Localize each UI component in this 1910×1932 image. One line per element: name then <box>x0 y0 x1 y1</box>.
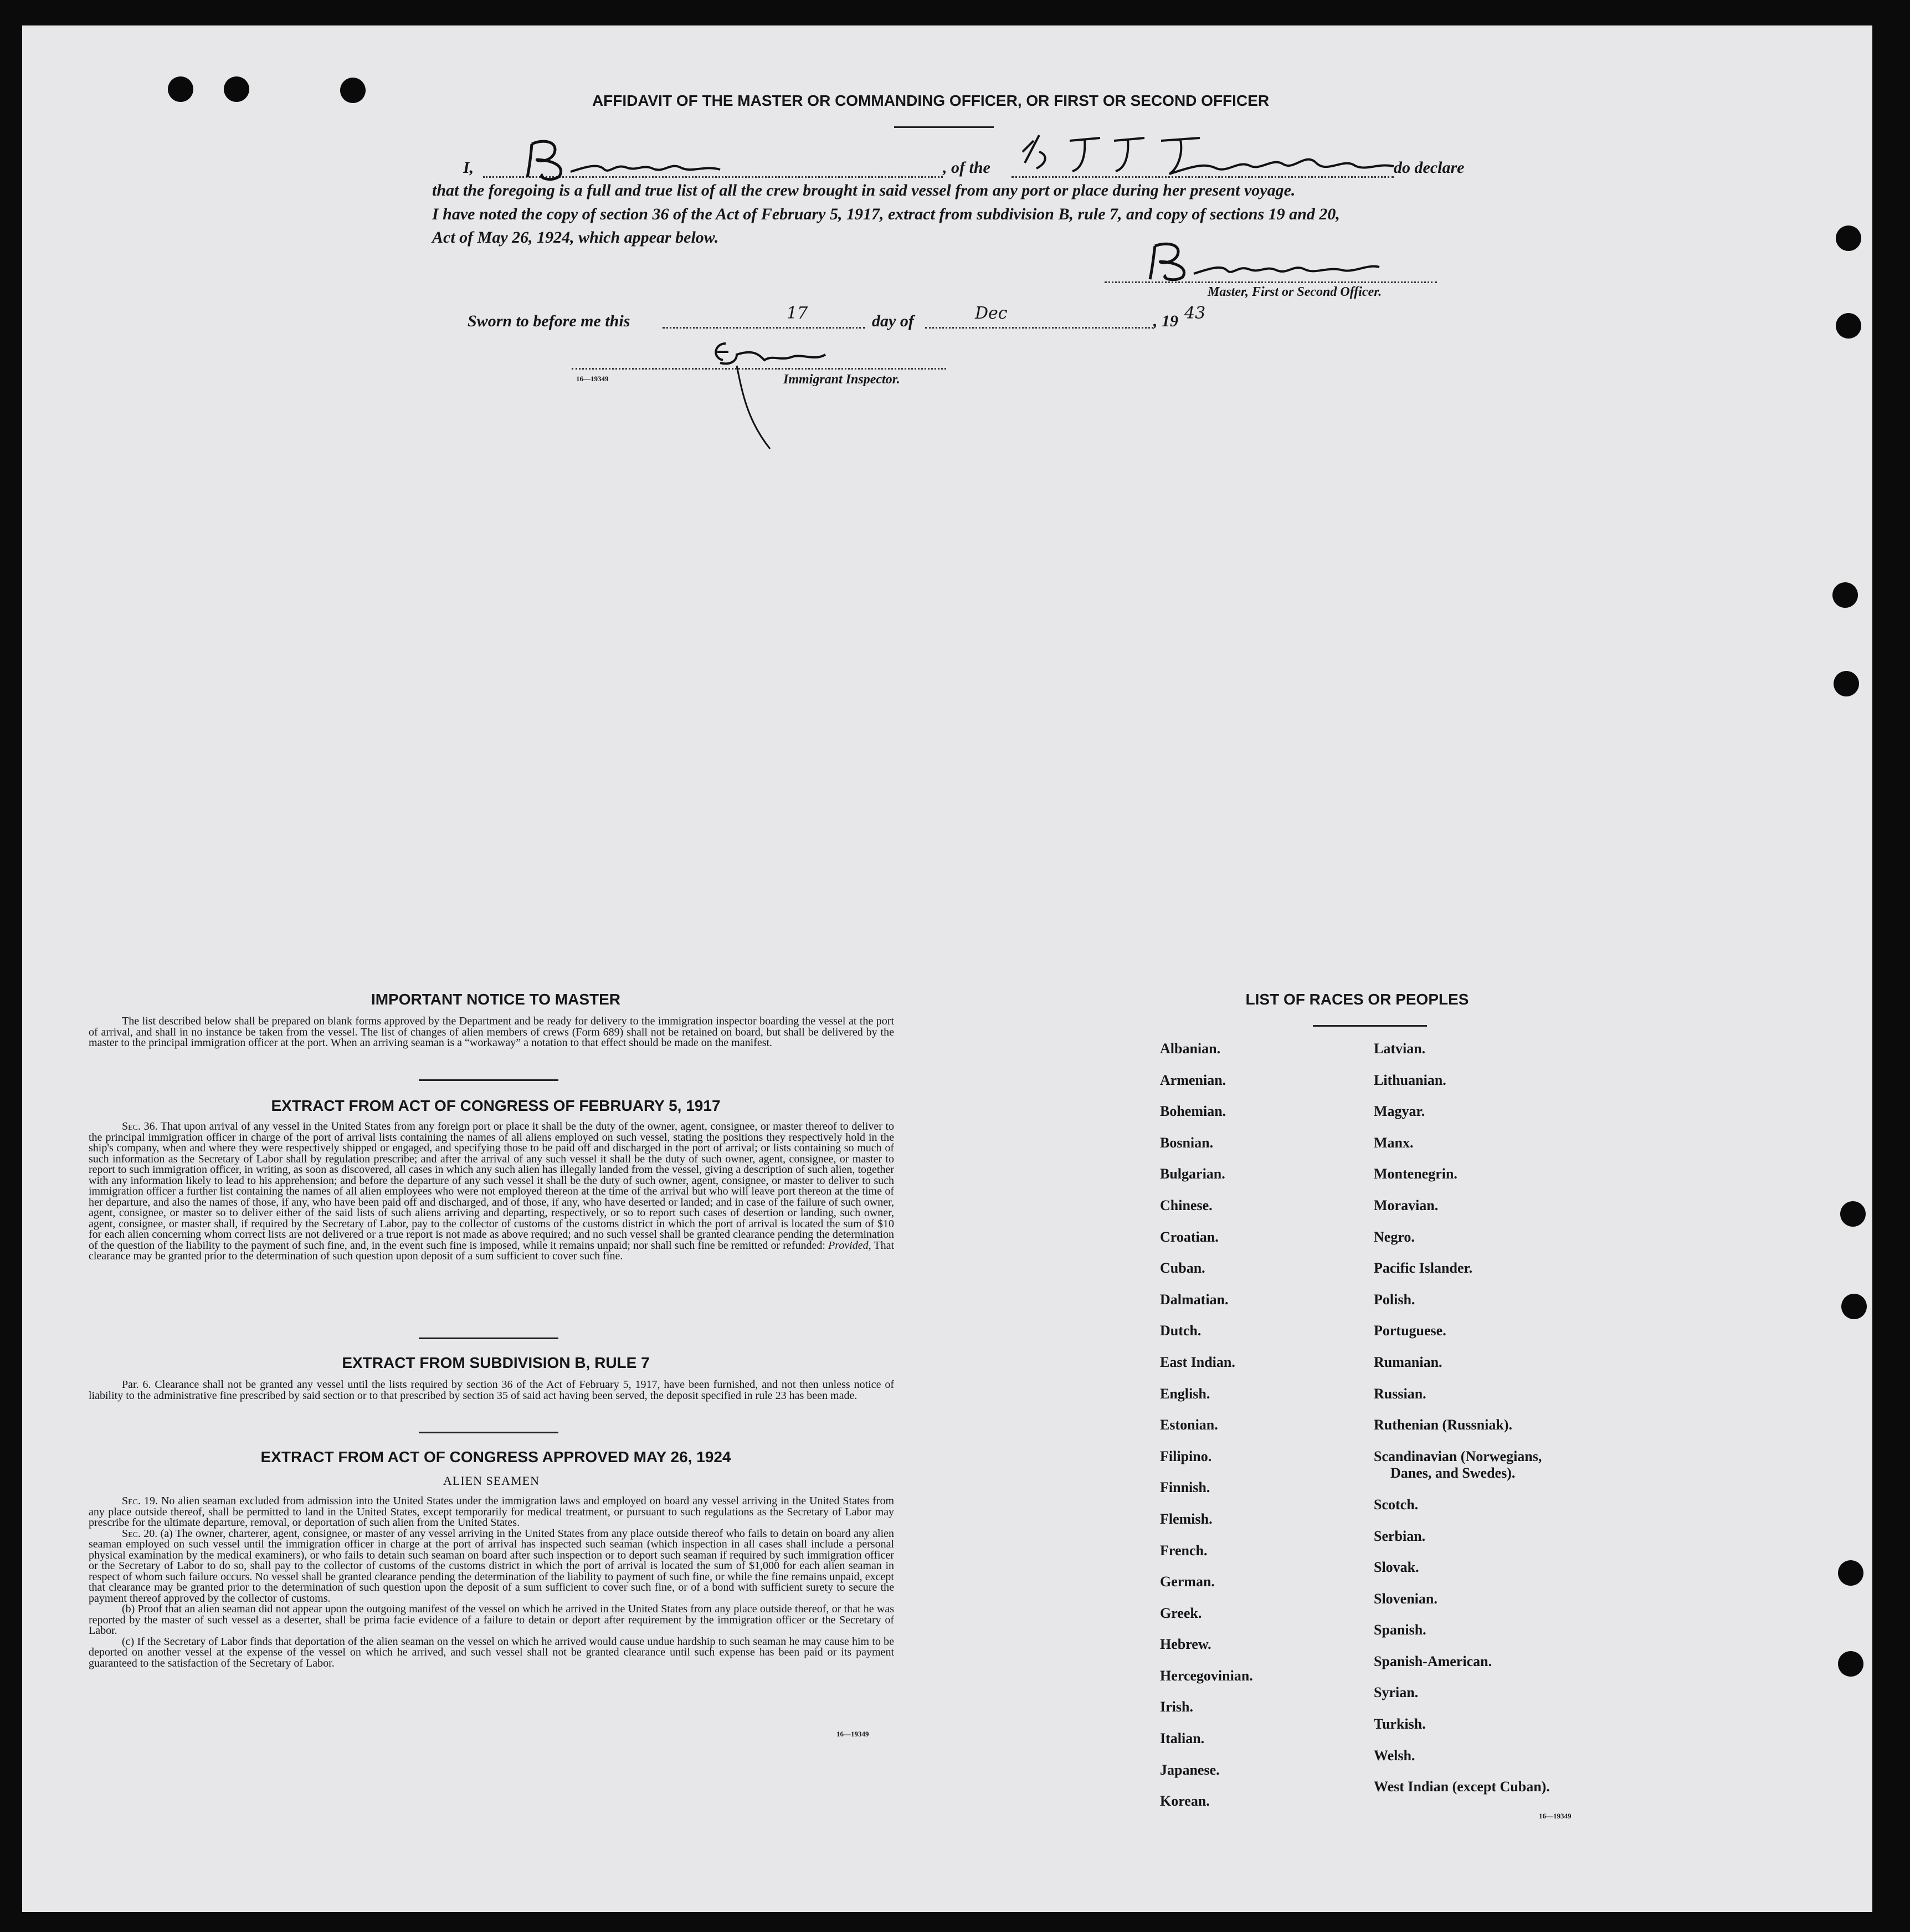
month-line <box>925 327 1153 329</box>
race-item: Spanish-American. <box>1374 1653 1492 1669</box>
race-item: Welsh. <box>1374 1747 1415 1764</box>
sec-19-label: Sec. 19. <box>122 1495 158 1507</box>
races-right-column <box>1374 1041 1550 1810</box>
inspector-signature-image <box>704 332 836 454</box>
race-item: Estonian. <box>1160 1417 1218 1433</box>
provided-word: Provided, <box>828 1239 871 1252</box>
section-rule <box>419 1337 558 1339</box>
extract-1917-text <box>89 1121 894 1262</box>
sworn-label: Sworn to before me this <box>468 312 630 330</box>
title-rule <box>894 126 994 128</box>
month-value: Dec <box>975 304 1008 323</box>
races-left-column <box>1160 1041 1253 1825</box>
race-item: Ruthenian (Russniak). <box>1374 1417 1512 1433</box>
race-item: Bohemian. <box>1160 1103 1226 1120</box>
race-item: Turkish. <box>1374 1716 1426 1733</box>
race-item: English. <box>1160 1385 1210 1402</box>
race-item: Hercegovinian. <box>1160 1667 1253 1684</box>
punch-hole <box>1841 1294 1867 1319</box>
race-item: Finnish. <box>1160 1479 1210 1496</box>
master-signature-image-2 <box>1141 239 1385 284</box>
sec-20c-text: (c) If the Secretary of Labor finds that deportation of the alien seaman on the vessel on which he arrived would cause undue hardship to such seaman he may cause him to be deported on another vessel at the expense of the vessel on which he arrived, and such vessel shall not be granted clearance until such expense has been paid or its payment guaranteed to the satisfaction of the Secretary of Labor. <box>89 1635 894 1669</box>
race-item: Manx. <box>1374 1134 1414 1151</box>
sec-20b-text: (b) Proof that an alien seaman did not appear upon the outgoing manifest of the vessel on which he arrived in the United States from any place outside thereof, or that he was reported by the master of such vessel as a deserter, shall be prima facie evidence of a failure to detain or deport after requirement by the immigration officer or the Secretary of Labor. <box>89 1603 894 1637</box>
races-title-rule <box>1313 1025 1427 1027</box>
notice-paragraph: The list described below shall be prepared on blank forms approved by the Department and be ready for delivery to the immigration inspector boarding the vessel at the port of arrival, and shall in no instance be taken from the vessel. The list of changes of alien members of crews (Form 689) shall not be retained on board, but shall be delivered by the master to the principal immigration officer at the port. When an arriving seaman is a “workaway” a notation to that effect should be made on the manifest. <box>89 1015 894 1049</box>
sec-36-text: That upon arrival of any vessel in the United States from any foreign port or place it shall be the duty of the owner, agent, consignee, or master thereof to deliver to the principal immigration officer in charge of the port of arrival lists containing the names of all aliens employed on such vessel, stating the positions they respectively hold in the ship's company, when and where they were respectively shipped or engaged, and specifying those to be paid off and discharged in the port of arrival; or lists containing so much of such information as the Secretary of Labor shall by regulation prescribe; and after the arrival of any such vessel it shall be the duty of such owner, agent, consignee, or master to report to such immigration officer, in writing, as soon as discovered, all cases in which any such alien has illegally landed from the vessel, giving a description of such alien, together with any information likely to lead to his apprehension; and before the departure of any such vessel it shall be the duty of such owner, agent, consignee, or master to deliver to such immigration officer a further list containing the names of all alien employees who were not employed thereon at the time of the arrival but who will leave port thereon at the time of her departure, and also the names of those, if any, who have been paid off and discharged, and of those, if any, who have deserted or landed; and in case of the failure of such owner, agent, consignee, or master so to deliver either of the said lists of such aliens arriving and departing, respectively, or so to report such cases of desertion or landing, such owner, agent, consignee, or master shall, if required by the Secretary of Labor, pay to the collector of customs of the customs district in which the port of arrival is located the sum of $10 for each alien concerning whom correct lists are not delivered or a true report is not made as above required; and no such vessel shall be granted clearance pending the determination of the question of the liability to the payment of such fine, and, in the event such fine is imposed, while it remains unpaid; nor shall such fine be remitted or refunded: <box>89 1120 895 1252</box>
punch-hole <box>1838 1560 1863 1586</box>
signature-caption: Master, First or Second Officer. <box>1208 285 1382 299</box>
master-signature-image <box>521 133 731 183</box>
subdivision-b-title: EXTRACT FROM SUBDIVISION B, RULE 7 <box>342 1354 650 1371</box>
race-item: Chinese. <box>1160 1197 1213 1213</box>
sec-20-label: Sec. 20. <box>122 1527 158 1540</box>
vessel-handwriting-image <box>1017 130 1399 180</box>
punch-hole <box>1840 1201 1866 1227</box>
punch-hole <box>1838 1651 1863 1677</box>
race-item: Latvian. <box>1374 1041 1426 1057</box>
race-item: Dutch. <box>1160 1323 1202 1339</box>
year-prefix: , 19 <box>1153 312 1178 330</box>
race-item: Moravian. <box>1374 1197 1439 1213</box>
race-item: Armenian. <box>1160 1072 1226 1088</box>
notice-title: IMPORTANT NOTICE TO MASTER <box>371 991 621 1008</box>
extract-1924-title: EXTRACT FROM ACT OF CONGRESS APPROVED MAY 26, 1924 <box>260 1448 731 1465</box>
race-item: Flemish. <box>1160 1510 1213 1527</box>
year-value: 43 <box>1184 304 1206 323</box>
race-item: Croatian. <box>1160 1228 1219 1245</box>
inspector-line <box>572 368 946 370</box>
race-item: French. <box>1160 1542 1208 1559</box>
race-item: Negro. <box>1374 1228 1415 1245</box>
punch-hole <box>340 78 366 103</box>
punch-hole <box>168 76 193 102</box>
race-item: Magyar. <box>1374 1103 1425 1120</box>
race-item: Japanese. <box>1160 1761 1220 1778</box>
races-form-number: 16—19349 <box>1539 1812 1572 1820</box>
signature-line <box>1105 281 1437 283</box>
punch-hole <box>1836 313 1861 339</box>
race-item: Bosnian. <box>1160 1134 1214 1151</box>
affidavit-line-4: Act of May 26, 1924, which appear below. <box>432 228 719 247</box>
i-label: I, <box>463 158 474 177</box>
race-item: Syrian. <box>1374 1684 1419 1701</box>
section-rule <box>419 1079 558 1081</box>
race-item: Italian. <box>1160 1730 1205 1747</box>
race-item: Serbian. <box>1374 1528 1426 1544</box>
punch-hole <box>224 76 249 102</box>
race-item: German. <box>1160 1574 1215 1590</box>
punch-hole <box>1834 671 1859 696</box>
race-item: Greek. <box>1160 1605 1202 1621</box>
race-item: Spanish. <box>1374 1622 1426 1638</box>
alien-seamen-subtitle: ALIEN SEAMEN <box>443 1474 540 1488</box>
extract-1917-title: EXTRACT FROM ACT OF CONGRESS OF FEBRUARY 5, 1917 <box>271 1097 721 1114</box>
extract-form-number: 16—19349 <box>836 1730 869 1738</box>
sec-19-text: No alien seaman excluded from admission into the United States under the immigration laws and employed on board any vessel arriving in the United States from any place outside thereof, shall be permitted to land in the United States, except temporarily for medical treatment, or pursuant to such regulations as the Secretary of Labor may prescribe for the ultimate departure, removal, or deportation of such alien from the United States. <box>89 1495 895 1529</box>
do-declare-label: do declare <box>1394 158 1465 177</box>
day-of-label: day of <box>872 312 914 330</box>
inspector-caption: Immigrant Inspector. <box>783 372 900 387</box>
race-item: Russian. <box>1374 1385 1426 1402</box>
race-item: Danes, and Swedes). <box>1390 1465 1516 1482</box>
notice-text <box>89 1016 894 1049</box>
race-item: Polish. <box>1374 1291 1415 1308</box>
day-line <box>663 327 865 329</box>
race-item: Scotch. <box>1374 1496 1419 1513</box>
of-the-label: , of the <box>943 158 990 177</box>
race-item: East Indian. <box>1160 1354 1235 1370</box>
subdivision-b-paragraph: Par. 6. Clearance shall not be granted any vessel until the lists required by section 36 of the Act of February 5, 1917, have been furnished, and not then unless notice of liability to the administrative fine prescribed by said section or to that prescribed by section 35 of said act having been served, the deposit specified in rule 23 has been made. <box>89 1378 894 1402</box>
race-item: Korean. <box>1160 1793 1210 1810</box>
race-item: Albanian. <box>1160 1041 1221 1057</box>
race-item: Irish. <box>1160 1699 1193 1715</box>
day-value: 17 <box>787 304 808 323</box>
sec-36-text-end: That clearance may be granted prior to the determination of such question upon deposit of a sum sufficient to cover such fine. <box>89 1239 895 1262</box>
race-item: Portuguese. <box>1374 1323 1446 1339</box>
race-item: Dalmatian. <box>1160 1291 1229 1308</box>
race-item: Slovenian. <box>1374 1590 1437 1607</box>
race-item: Filipino. <box>1160 1448 1212 1464</box>
race-item: Lithuanian. <box>1374 1072 1446 1088</box>
sec-36-label: Sec. 36. <box>122 1120 158 1132</box>
race-item: Scandinavian (Norwegians, <box>1374 1448 1542 1464</box>
race-item: Pacific Islander. <box>1374 1260 1473 1277</box>
race-item: Slovak. <box>1374 1559 1419 1576</box>
extract-1924-text <box>89 1496 894 1669</box>
race-item: Montenegrin. <box>1374 1166 1457 1182</box>
race-item: Rumanian. <box>1374 1354 1442 1370</box>
subdivision-b-text <box>89 1380 894 1401</box>
race-item: West Indian (except Cuban). <box>1374 1779 1550 1795</box>
affidavit-line-2: that the foregoing is a full and true list of all the crew brought in said vessel from any port or place during her present voyage. <box>432 181 1296 199</box>
affidavit-line-3: I have noted the copy of section 36 of the Act of February 5, 1917, extract from subdivision B, rule 7, and copy of sections 19 and 20, <box>432 205 1340 223</box>
scan-edge <box>1872 25 1910 1912</box>
race-item: Hebrew. <box>1160 1636 1211 1653</box>
race-item: Cuban. <box>1160 1260 1205 1277</box>
sec-20a-text: (a) The owner, charterer, agent, consignee, or master of any vessel arriving in the United States from any place outside thereof who fails to detain on board any alien seaman employed on such vessel until the immigration officer in charge at the port of arrival has inspected such seaman (which inspection in all cases shall include a personal physical examination by the medical examiners), or who fails to detain such seaman on board after such inspection or to deport such seaman if required by such immigration officer or the Secretary of Labor to do so, shall pay to the collector of customs of the customs district in which the port of arrival is located the sum of $1,000 for each alien seaman in respect of whom such failure occurs. No vessel shall be granted clearance pending the determination of the liability to payment of such fine, or while the fine remains unpaid, except that clearance may be granted prior to the determination of such question upon the deposit of a sum sufficient to cover such fine, or of a bond with sufficient surety to secure the payment thereof approved by the collector of customs. <box>89 1527 894 1605</box>
punch-hole <box>1832 582 1858 608</box>
punch-hole <box>1836 226 1861 251</box>
affidavit-form-number: 16—19349 <box>576 375 609 383</box>
section-rule <box>419 1432 558 1433</box>
races-title: LIST OF RACES OR PEOPLES <box>1245 991 1469 1008</box>
affidavit-title: AFFIDAVIT OF THE MASTER OR COMMANDING OFFICER, OR FIRST OR SECOND OFFICER <box>592 92 1270 109</box>
race-item: Bulgarian. <box>1160 1166 1225 1182</box>
